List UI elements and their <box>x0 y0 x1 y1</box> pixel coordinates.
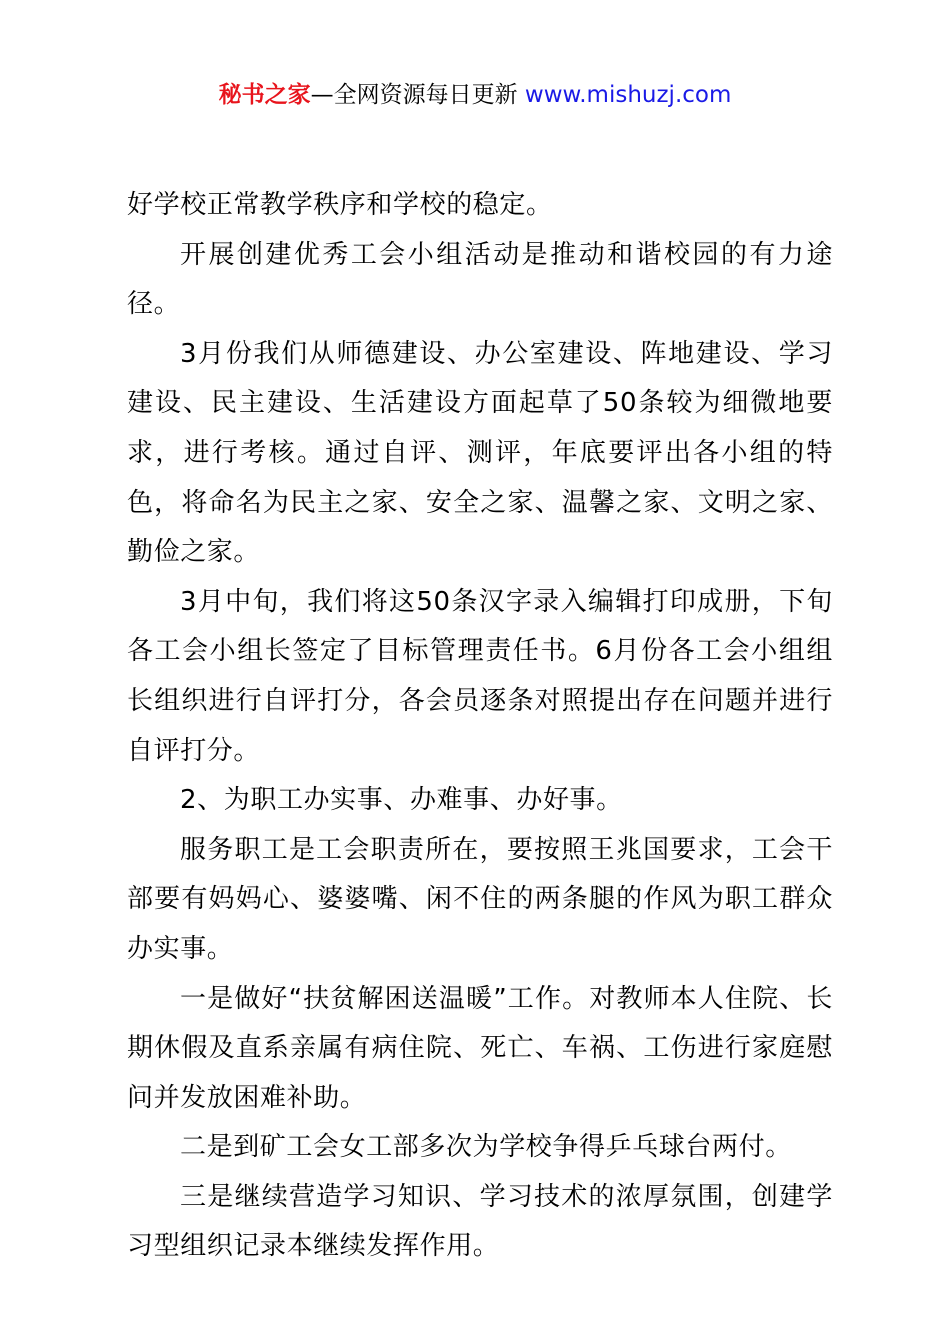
paragraph: 3月份我们从师德建设、办公室建设、阵地建设、学习建设、民主建设、生活建设方面起草了50条较为细微地要求，进行考核。通过自评、测评，年底要评出各小组的特色，将命名为民主之家、安全之家、温馨之家、文明之家、勤俭之家。 <box>127 338 833 568</box>
paragraph: 三是继续营造学习知识、学习技术的浓厚氛围，创建学习型组织记录本继续发挥作用。 <box>127 1181 833 1262</box>
paragraph: 3月中旬，我们将这50条汉字录入编辑打印成册，下旬各工会小组长签定了目标管理责任书。6月份各工会小组组长组织进行自评打分，各会员逐条对照提出存在问题并进行自评打分。 <box>127 586 833 766</box>
section-heading: 2、为职工办实事、办难事、办好事。 <box>180 785 623 816</box>
site-url-link[interactable]: www.mishuzj.com <box>524 82 732 108</box>
paragraph: 二是到矿工会女工部多次为学校争得乒乓球台两付。 <box>180 1132 792 1163</box>
paragraph: 一是做好“扶贫解困送温暖”工作。对教师本人住院、长期休假及直系亲属有病住院、死亡、车祸、工伤进行家庭慰问并发放困难补助。 <box>127 983 833 1113</box>
site-tagline: —全网资源每日更新 <box>310 82 525 108</box>
paragraph: 服务职工是工会职责所在，要按照王兆国要求，工会干部要有妈妈心、婆婆嘴、闲不住的两条腿的作风为职工群众办实事。 <box>127 834 833 964</box>
site-brand: 秘书之家 <box>218 82 311 108</box>
paragraph-continuation: 好学校正常教学秩序和学校的稳定。 <box>127 190 553 220</box>
paragraph: 开展创建优秀工会小组活动是推动和谐校园的有力途径。 <box>127 239 833 320</box>
document-body <box>127 181 833 1272</box>
page-header <box>0 78 950 112</box>
